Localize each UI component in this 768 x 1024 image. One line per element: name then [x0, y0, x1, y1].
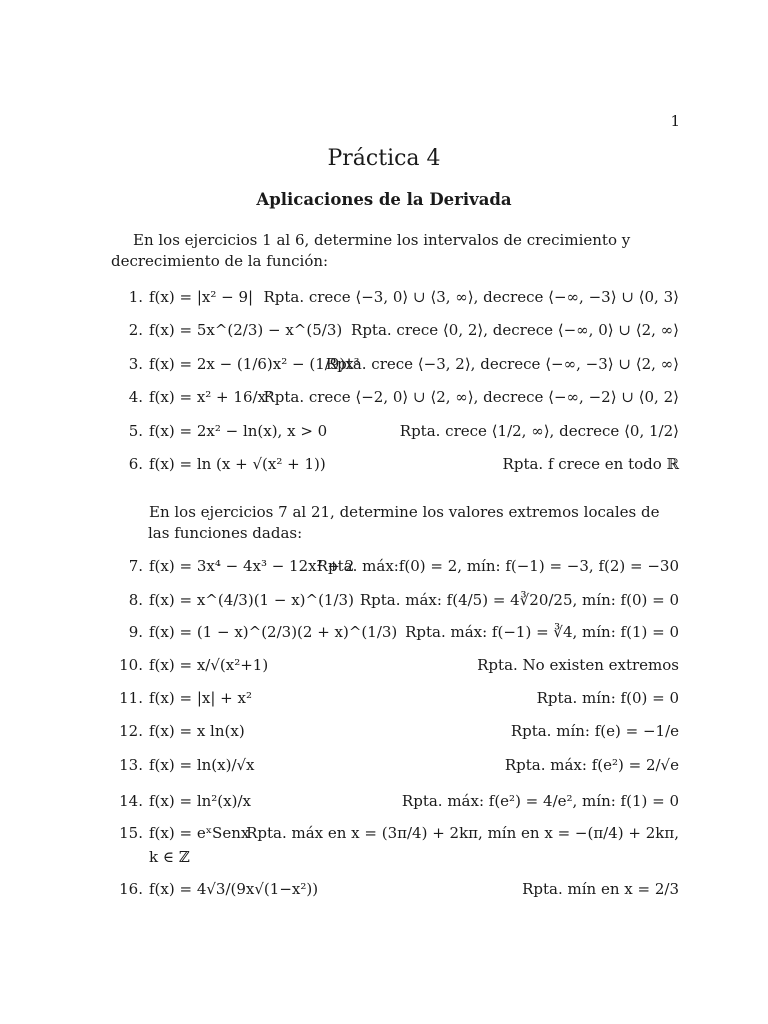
exercise-number: 8.: [128, 591, 143, 609]
exercise-row-9: [111, 619, 679, 645]
exercise-answer: Rpta. crece ⟨−3, 2⟩, decrece ⟨−∞, −3⟩ ∪ ⟨2, ∞⟩: [325, 355, 679, 373]
exercise-continuation: k ∈ ℤ: [149, 848, 190, 866]
exercise-row-11: [111, 685, 679, 711]
exercise-row-15: [111, 820, 679, 870]
exercise-function: f(x) = 2x² − ln(x), x > 0: [149, 422, 328, 440]
exercise-answer: Rpta. crece ⟨−3, 0⟩ ∪ ⟨3, ∞⟩, decrece ⟨−∞, −3⟩ ∪ ⟨0, 3⟩: [263, 288, 679, 306]
exercise-answer: Rpta. crece ⟨−2, 0⟩ ∪ ⟨2, ∞⟩, decrece ⟨−∞, −2⟩ ∪ ⟨0, 2⟩: [263, 388, 679, 406]
exercise-function: f(x) = x^(4/3)(1 − x)^(1/3): [149, 591, 354, 609]
exercise-number: 3.: [128, 355, 143, 373]
exercise-answer: Rpta. f crece en todo ℝ: [502, 455, 679, 473]
exercise-number: 12.: [119, 722, 143, 740]
page-number: 1: [670, 112, 680, 130]
exercise-number: 14.: [119, 792, 143, 810]
exercise-number: 7.: [128, 557, 143, 575]
exercise-row-6: [111, 451, 679, 477]
exercise-answer: Rpta. mín: f(0) = 0: [536, 689, 679, 707]
exercise-function: f(x) = x ln(x): [149, 722, 245, 740]
exercise-answer: Rpta. máx: f(e²) = 4/e², mín: f(1) = 0: [401, 792, 679, 810]
exercise-function: f(x) = 2x − (1/6)x² − (1/9)x³: [149, 355, 360, 373]
exercise-number: 1.: [128, 288, 143, 306]
page-subtitle: Aplicaciones de la Derivada: [256, 190, 512, 209]
exercise-answer: Rpta. máx:f(0) = 2, mín: f(−1) = −3, f(2) = −30: [316, 557, 679, 575]
exercise-row-13: [111, 752, 679, 778]
section2-instruction: En los ejercicios 7 al 21, determine los valores extremos locales de las funciones dadas:: [148, 503, 660, 542]
exercise-function: f(x) = ln²(x)/x: [149, 792, 251, 810]
exercise-row-8: [111, 587, 679, 613]
exercise-row-1: [111, 284, 679, 310]
page-title: Práctica 4: [327, 146, 441, 171]
exercise-row-5: [111, 418, 679, 444]
exercise-answer: Rpta. máx en x = (3π/4) + 2kπ, mín en x = −(π/4) + 2kπ,: [246, 824, 679, 842]
exercise-number: 2.: [128, 321, 143, 339]
exercise-row-16: [111, 876, 679, 902]
exercise-answer: Rpta. mín: f(e) = −1/e: [510, 722, 679, 740]
exercise-number: 13.: [119, 756, 143, 774]
exercise-function: f(x) = eˣSenx: [149, 824, 250, 842]
exercise-row-10: [111, 652, 679, 678]
exercise-function: f(x) = |x² − 9|: [149, 288, 254, 306]
exercise-answer: Rpta. máx: f(e²) = 2/√e: [504, 756, 679, 774]
exercise-function: f(x) = 3x⁴ − 4x³ − 12x² + 2: [149, 557, 355, 575]
exercise-row-7: [111, 553, 679, 579]
exercise-row-3: [111, 351, 679, 377]
exercise-function: f(x) = 4√3/(9x√(1−x²)): [149, 880, 319, 898]
exercise-number: 11.: [119, 689, 143, 707]
exercise-function: f(x) = x/√(x²+1): [149, 656, 269, 674]
exercise-row-4: [111, 384, 679, 410]
exercise-answer: Rpta. crece ⟨1/2, ∞⟩, decrece ⟨0, 1/2⟩: [399, 422, 679, 440]
exercise-number: 6.: [128, 455, 143, 473]
exercise-function: f(x) = ln (x + √(x² + 1)): [149, 455, 326, 473]
exercise-number: 16.: [119, 880, 143, 898]
exercise-row-12: [111, 718, 679, 744]
exercise-answer: Rpta. No existen extremos: [477, 656, 679, 674]
exercise-row-2: [111, 317, 679, 343]
exercise-answer: Rpta. máx: f(4/5) = 4∛20/25, mín: f(0) = 0: [359, 591, 679, 609]
exercise-number: 9.: [128, 623, 143, 641]
exercise-number: 5.: [128, 422, 143, 440]
exercise-function: f(x) = |x| + x²: [149, 689, 252, 707]
section1-instruction: En los ejercicios 1 al 6, determine los intervalos de crecimiento y decrecimiento de la función:: [111, 231, 631, 270]
exercise-function: f(x) = 5x^(2/3) − x^(5/3): [149, 321, 343, 339]
exercise-row-14: [111, 788, 679, 814]
exercise-number: 10.: [119, 656, 143, 674]
exercise-function: f(x) = ln(x)/√x: [149, 756, 255, 774]
exercise-answer: Rpta. máx: f(−1) = ∛4, mín: f(1) = 0: [405, 623, 679, 641]
exercise-number: 4.: [128, 388, 143, 406]
exercise-function: f(x) = x² + 16/x²: [149, 388, 273, 406]
exercise-function: f(x) = (1 − x)^(2/3)(2 + x)^(1/3): [149, 623, 398, 641]
exercise-answer: Rpta. crece ⟨0, 2⟩, decrece ⟨−∞, 0⟩ ∪ ⟨2, ∞⟩: [351, 321, 679, 339]
exercise-number: 15.: [119, 824, 143, 842]
exercise-answer: Rpta. mín en x = 2/3: [522, 880, 679, 898]
